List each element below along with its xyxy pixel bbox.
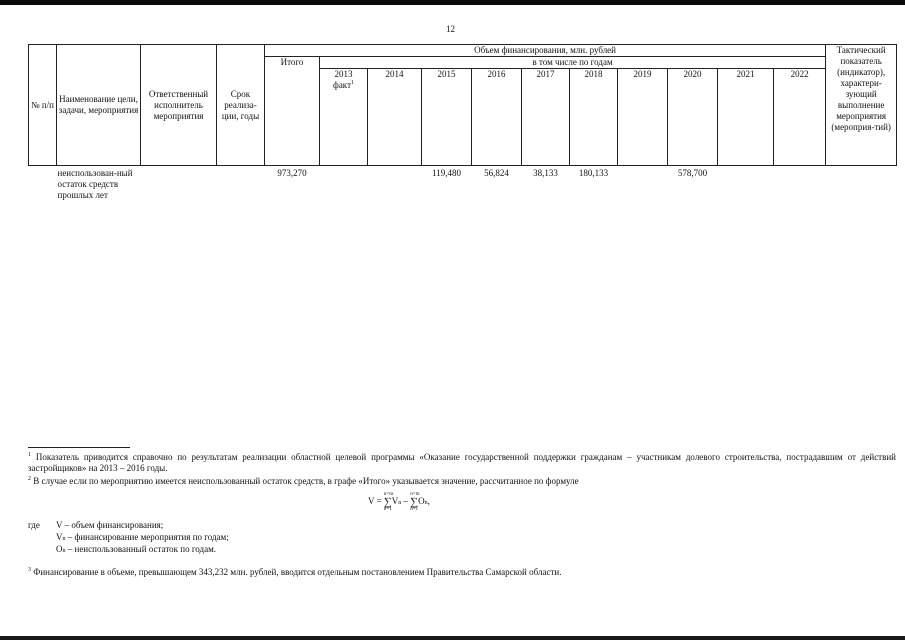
cell-2018: 180,133 — [578, 168, 609, 178]
header-year-2016: 2016 — [472, 69, 522, 166]
footnote-2-mark: 2 — [28, 476, 31, 482]
cell-name: неиспользован-ный остаток средств прошлых лет — [57, 168, 133, 200]
header-term: Срок реализа-ции, годы — [217, 45, 265, 166]
sum-symbol-1: n=m ∑ n=1 — [383, 492, 394, 512]
formula: V = n=m ∑ n=1 Vn – n=m ∑ n=1 On, — [368, 492, 430, 512]
cell-2021 — [718, 166, 774, 202]
footnote-1-mark: 1 — [28, 452, 31, 458]
sum-symbol-2: n=m ∑ n=1 — [410, 492, 420, 512]
header-year-2021: 2021 — [718, 69, 774, 166]
header-year-2019: 2019 — [618, 69, 668, 166]
table-row — [29, 166, 897, 202]
scan-top-edge — [0, 0, 905, 5]
cell-executor — [141, 166, 217, 202]
footnote-3-text: Финансирование в объеме, превышающем 343,232 млн. рублей, вводится отдельным постановлением Правительства Самарской области. — [33, 567, 562, 577]
header-year-2020: 2020 — [668, 69, 718, 166]
cell-2019 — [618, 166, 668, 202]
footnote-1 — [28, 452, 896, 474]
header-year-2022: 2022 — [774, 69, 826, 166]
header-year-2018: 2018 — [570, 69, 618, 166]
cell-2022 — [774, 166, 826, 202]
cell-2020: 578,700 — [677, 168, 708, 178]
definition-v: V – объем финансирования; — [56, 520, 164, 530]
cell-2015: 119,480 — [432, 168, 461, 178]
header-year-2014: 2014 — [368, 69, 422, 166]
footnote-3-mark: 3 — [28, 567, 31, 573]
page-number: 12 — [446, 24, 455, 34]
header-year-2013: 2013 факт$^1$ — [320, 69, 368, 166]
footnote-1-text: Показатель приводится справочно по результатам реализации областной целевой программы «Оказание государственной поддержки гражданам – участникам долевого строительства, пострадавшим от действий застройщиков» на 2013 – 2016 годы. — [28, 452, 897, 473]
header-num: № п/п — [29, 45, 57, 166]
financing-table — [28, 44, 897, 201]
header-year-2015: 2015 — [422, 69, 472, 166]
scan-bottom-edge — [0, 636, 905, 640]
definition-on: On – неиспользованный остаток по годам. — [56, 544, 217, 554]
header-by-years: в том числе по годам — [320, 57, 826, 69]
header-name: Наименование цели, задачи, мероприятия — [57, 45, 141, 166]
where-label: где — [28, 520, 40, 530]
cell-2017: 38,133 — [533, 168, 558, 178]
definition-vn: Vn – финансирование мероприятия по годам; — [56, 532, 229, 542]
cell-2013 — [320, 166, 368, 202]
header-total: Итого — [265, 57, 320, 166]
cell-term — [217, 166, 265, 202]
header-fact: факт — [332, 80, 351, 90]
header-funding-group: Объем финансирования, млн. рублей — [265, 45, 826, 57]
cell-indicator — [826, 166, 897, 202]
cell-2014 — [368, 166, 422, 202]
cell-num — [29, 166, 57, 202]
header-indicator: Тактический показатель (индикатор), характери-зующий выполнение мероприятия (мероприя-тий) — [826, 45, 897, 166]
header-year-2017: 2017 — [522, 69, 570, 166]
footnote-2 — [28, 476, 896, 487]
footnote-3 — [28, 567, 896, 578]
header-executor: Ответственный исполнитель мероприятия — [141, 45, 217, 166]
footnote-2-text: В случае если по мероприятию имеется неиспользованный остаток средств, в графе «Итого» указывается значение, рассчитанное по формуле — [33, 476, 579, 486]
cell-total: 973,270 — [277, 168, 307, 178]
cell-2016: 56,824 — [484, 168, 509, 178]
footnote-separator — [28, 447, 130, 448]
